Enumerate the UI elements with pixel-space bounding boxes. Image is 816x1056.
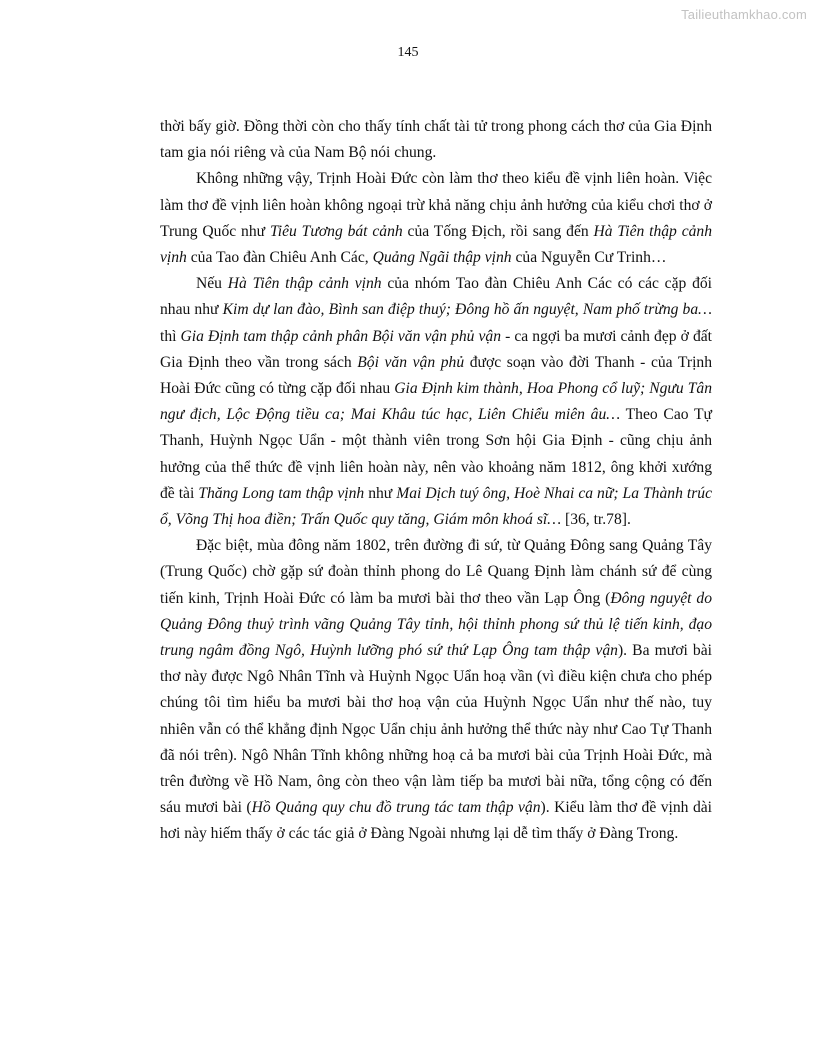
- text-run: của Tống Địch, rồi sang đến: [402, 222, 594, 240]
- italic-text-run: Hà Tiên thập cảnh vịnh: [160, 222, 713, 267]
- page-number: 145: [397, 45, 419, 60]
- watermark-text: Tailieuthamkhao.com: [681, 7, 807, 22]
- italic-text-run: Thăng Long tam thập vịnh: [198, 484, 365, 502]
- text-run: như: [364, 484, 397, 502]
- text-run: của Tao đàn Chiêu Anh Các,: [186, 249, 373, 267]
- italic-text-run: Tiêu Tương bát cảnh: [269, 222, 403, 240]
- italic-text-run: Mai Dịch tuý ông, Hoè Nhai ca nữ; La Thành trúc ổ, Võng Thị hoa điền; Trấn Quốc quy tăng, Giám môn khoá sĩ…: [160, 484, 712, 529]
- text-run: của Nguyễn Cư Trinh…: [511, 249, 667, 267]
- text-run: ). Ba mươi bài thơ này được Ngô Nhân Tĩnh và Huỳnh Ngọc Uẩn hoạ vần (vì điều kiện chưa cho phép chúng tôi tìm hiểu ba mươi bài thơ hoạ vận của Huỳnh Ngọc Uẩn như thế nào, tuy nhiên vẫn có thể khẳng định Ngọc Uẩn chịu ảnh hưởng thể thức này như Cao Tự Thanh đã nói trên). Ngô Nhân Tĩnh không những hoạ cả ba mươi bài của Trịnh Hoài Đức, mà trên đường về Hồ Nam, ông còn theo vận làm tiếp ba mươi bài nữa, tổng cộng có đến sáu mươi bài (: [160, 642, 712, 817]
- text-run: Theo Cao Tự Thanh, Huỳnh Ngọc Uẩn - một thành viên trong Sơn hội Gia Định - cũng chịu ảnh hưởng của thể thức đề vịnh liên hoàn này, nên vào khoảng năm 1812, ông khởi xướng đề tài: [160, 406, 712, 502]
- text-run: ). Kiểu làm thơ đề vịnh dài hơi này hiếm thấy ở các tác giả ở Đàng Ngoài nhưng lại dễ tìm thấy ở Đàng Trong.: [160, 799, 713, 843]
- text-run: Không những vậy, Trịnh Hoài Đức còn làm thơ theo kiểu đề vịnh liên hoàn. Việc làm thơ đề vịnh liên hoàn không ngoại trừ khả năng chịu ảnh hưởng của kiểu chơi thơ ở Trung Quốc như: [160, 170, 712, 240]
- italic-text-run: Kim dự lan đào, Bình san điệp thuý; Đông hồ ấn nguyệt, Nam phố trừng ba…: [222, 301, 712, 319]
- text-run: [36, tr.78].: [561, 511, 631, 529]
- text-run: Đặc biệt, mùa đông năm 1802, trên đường đi sứ, từ Quảng Đông sang Quảng Tây (Trung Quốc) chờ gặp sứ đoàn thỉnh phong do Lê Quang Định làm chánh sứ để cùng tiến kinh, Trịnh Hoài Đức có làm ba mươi bài thơ theo vần Lạp Ông (: [160, 537, 712, 607]
- text-run: thì: [160, 327, 181, 345]
- italic-text-run: Đông nguyệt do Quảng Đông thuỷ trình vãng Quảng Tây tỉnh, hội thỉnh phong sứ thủ lệ tiến kinh, đạo trung ngâm đồng Ngô, Huỳnh lưỡng phó sứ thứ Lạp Ông tam thập vận: [160, 589, 712, 660]
- paragraph: [160, 533, 712, 847]
- text-run: của nhóm Tao đàn Chiêu Anh Các có các cặp đối nhau như: [160, 275, 712, 319]
- italic-text-run: Bội văn vận phủ: [357, 353, 465, 371]
- document-body: [160, 114, 712, 848]
- italic-text-run: Hồ Quảng quy chu đồ trung tác tam thập vận: [251, 799, 541, 817]
- text-run: thời bấy giờ. Đồng thời còn cho thấy tính chất tài tử trong phong cách thơ của Gia Định tam gia nói riêng và của Nam Bộ nói chung.: [160, 118, 712, 162]
- italic-text-run: Quảng Ngãi thập vịnh: [372, 249, 512, 267]
- text-run: Nếu: [196, 275, 228, 293]
- text-run: - ca ngợi ba mươi cảnh đẹp ở đất Gia Định theo vần trong sách: [160, 327, 712, 371]
- paragraph: [160, 166, 712, 271]
- italic-text-run: Hà Tiên thập cảnh vịnh: [227, 275, 382, 293]
- paragraph: [160, 114, 712, 166]
- paragraph: [160, 271, 712, 533]
- italic-text-run: Gia Định tam thập cảnh phân Bội văn vận phủ vận: [180, 327, 502, 345]
- text-run: được soạn vào đời Thanh - của Trịnh Hoài Đức cũng có từng cặp đối nhau: [160, 353, 712, 398]
- italic-text-run: Gia Định kim thành, Hoa Phong cổ luỹ; Ngưu Tân ngư địch, Lộc Động tiều ca; Mai Khâu túc hạc, Liên Chiểu miên âu…: [160, 380, 712, 424]
